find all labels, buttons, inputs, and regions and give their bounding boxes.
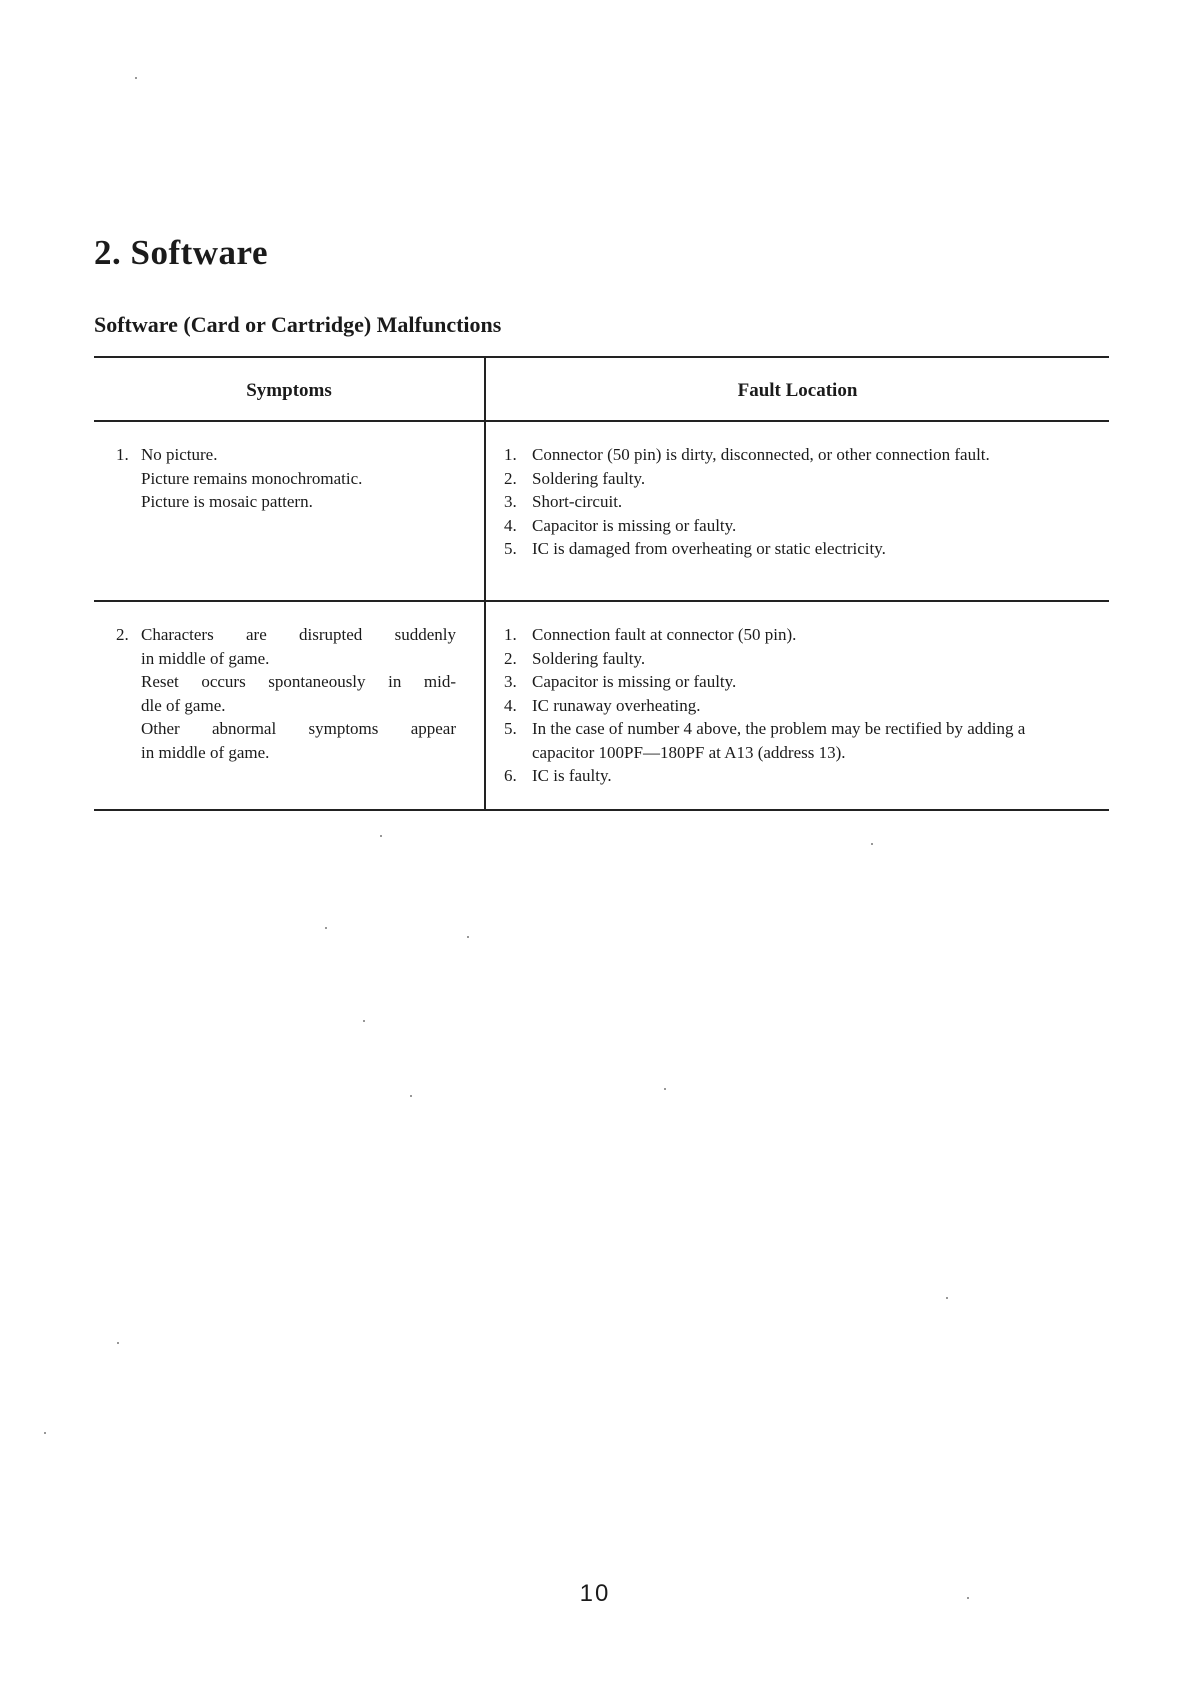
- symptom-line: in middle of game.: [141, 742, 270, 762]
- symptom-line: dle of game.: [141, 695, 226, 715]
- scan-speck: [467, 936, 469, 938]
- scan-speck: [664, 1088, 666, 1090]
- section-heading: 2. Software: [94, 233, 268, 272]
- table-row-1-symptoms: [116, 443, 456, 514]
- symptom-line: Characters are disrupted suddenly: [141, 625, 456, 644]
- header-rule: [94, 420, 1109, 422]
- scan-speck: [946, 1297, 948, 1299]
- symptom-line: Picture remains monochromatic.: [141, 468, 363, 488]
- header-symptoms: Symptoms: [246, 380, 332, 401]
- fault-item: 4. IC runaway overheating.: [504, 695, 701, 715]
- header-fault-location: Fault Location: [737, 380, 858, 401]
- symptom-number: 1.: [116, 445, 129, 464]
- symptom-line: Reset occurs spontaneously in mid-: [141, 672, 456, 691]
- page-number: 10: [579, 1580, 611, 1607]
- scan-speck: [44, 1432, 46, 1434]
- fault-item: 1. Connector (50 pin) is dirty, disconnected, or other connection fault.: [504, 445, 990, 464]
- fault-item: 5. In the case of number 4 above, the problem may be rectified by adding a capacitor 100PF—180PF at A13 (address 13).: [504, 719, 1026, 762]
- scan-speck: [325, 927, 327, 929]
- fault-item: 1. Connection fault at connector (50 pin).: [504, 625, 797, 644]
- fault-item: 2. Soldering faulty.: [504, 468, 646, 488]
- row-divider-rule: [94, 600, 1109, 602]
- fault-item: 6. IC is faulty.: [504, 766, 612, 785]
- fault-item: 5. IC is damaged from overheating or static electricity.: [504, 539, 886, 558]
- table-row-2-symptoms: [116, 623, 456, 764]
- symptom-line: No picture.: [141, 445, 218, 464]
- table-bottom-rule: [94, 809, 1109, 811]
- table-row-2-faults: [504, 623, 1089, 788]
- scan-speck: [117, 1342, 119, 1344]
- fault-item: 2. Soldering faulty.: [504, 648, 646, 668]
- scan-speck: [135, 77, 137, 79]
- table-top-rule: [94, 356, 1109, 358]
- column-divider: [484, 356, 486, 811]
- symptom-line: Other abnormal symptoms appear: [141, 719, 456, 738]
- scan-speck: [380, 835, 382, 837]
- symptom-number: 2.: [116, 625, 129, 644]
- scan-speck: [871, 843, 873, 845]
- section-subheading: Software (Card or Cartridge) Malfunctions: [94, 312, 502, 337]
- scan-speck: [967, 1597, 969, 1599]
- table-row-1-faults: [504, 443, 1089, 561]
- scan-speck: [363, 1020, 365, 1022]
- scan-speck: [410, 1095, 412, 1097]
- fault-item: 3. Short-circuit.: [504, 492, 623, 511]
- symptom-line: in middle of game.: [141, 648, 270, 668]
- fault-item: 3. Capacitor is missing or faulty.: [504, 672, 737, 691]
- fault-item: 4. Capacitor is missing or faulty.: [504, 515, 737, 535]
- symptom-line: Picture is mosaic pattern.: [141, 492, 313, 511]
